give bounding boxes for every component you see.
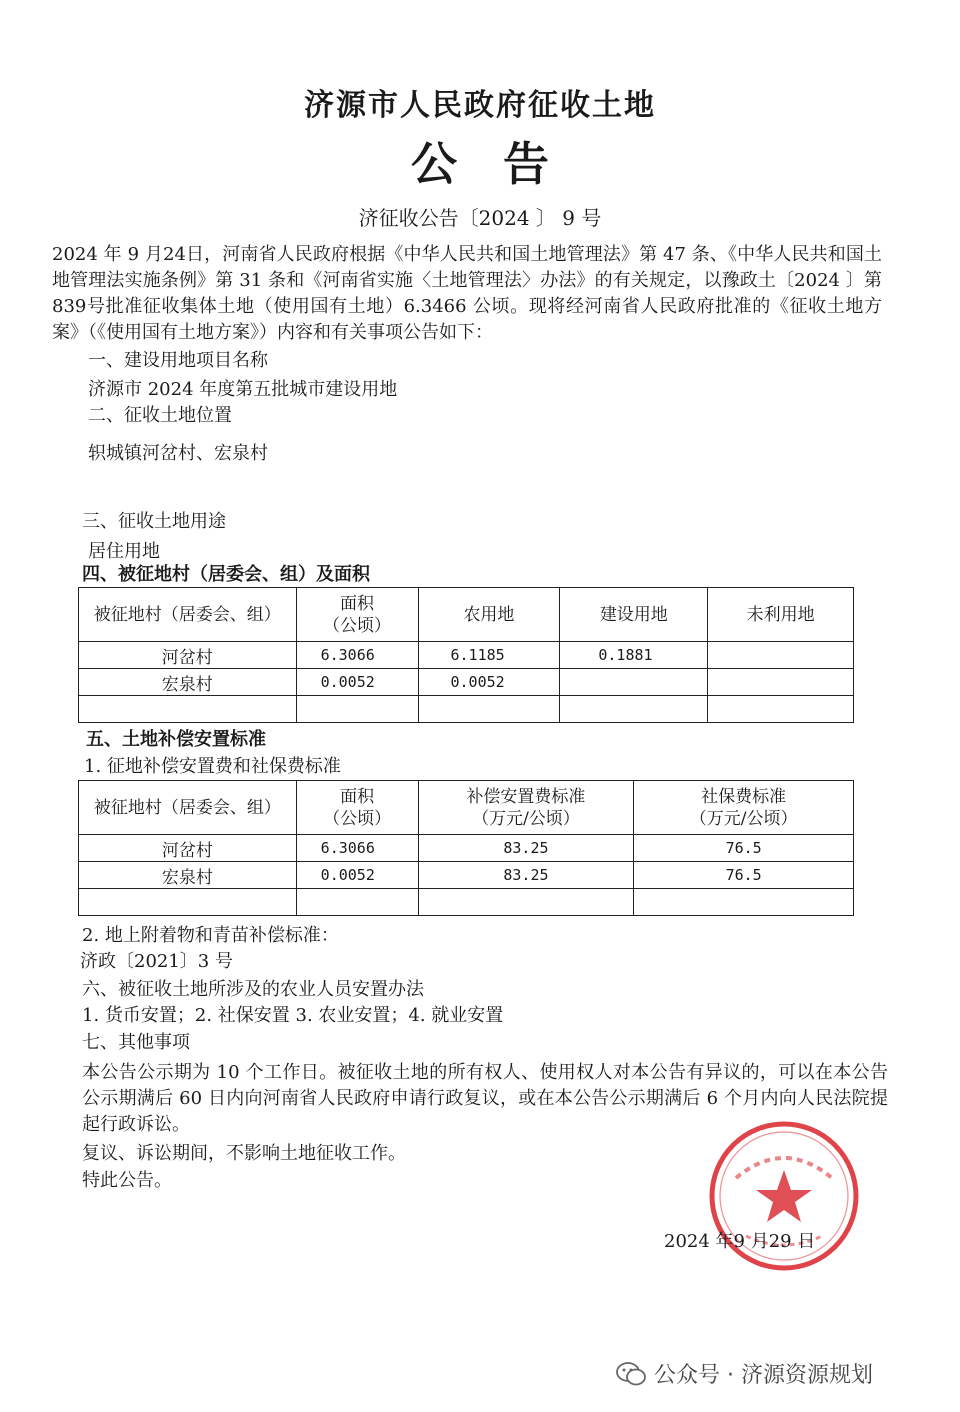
cell-area: 0.0052 [296,862,418,889]
wechat-icon [616,1361,646,1387]
cell-compensation: 83.25 [418,862,634,889]
header-compensation [418,781,634,835]
cell-construction [560,669,708,696]
cell-agricultural: 0.0052 [418,669,560,696]
header-compensation-label: 补偿安置费标准 [466,786,586,807]
table-row [79,669,854,696]
section-6-heading: 六、被征收土地所涉及的农业人员安置办法 [82,979,424,1000]
header-compensation-unit: （万元/公顷） [472,808,580,829]
cell-village: 宏泉村 [79,669,297,696]
compensation-table [78,780,854,916]
section-3-body: 居住用地 [88,541,160,562]
cell-empty [560,696,708,723]
cell-empty [79,889,297,916]
cell-empty [296,889,418,916]
cell-empty [296,696,418,723]
section-7-heading: 七、其他事项 [82,1032,190,1053]
section-2-heading: 二、征收土地位置 [88,405,232,426]
table-row [79,696,854,723]
section-7-line2: 复议、诉讼期间，不影响土地征收工作。 [82,1143,406,1164]
header-area [296,588,418,642]
document-number: 济征收公告〔2024 〕 9 号 [358,206,602,230]
section-1-body: 济源市 2024 年度第五批城市建设用地 [88,379,398,400]
header-area-label: 面积 [340,593,375,614]
section-7-line3: 特此公告。 [82,1170,172,1191]
cell-area: 6.3066 [296,642,418,669]
table-row [79,889,854,916]
land-area-table [78,587,854,723]
cell-empty [708,696,854,723]
header-unused: 未利用地 [708,588,854,642]
header-construction: 建设用地 [560,588,708,642]
header-social-security-unit: （万元/公顷） [689,808,798,829]
section-5-sub2: 2. 地上附着物和青苗补偿标准： [82,925,339,946]
cell-area: 6.3066 [296,835,418,862]
section-4-heading: 四、被征地村（居委会、组）及面积 [82,564,370,585]
section-1-heading: 一、建设用地项目名称 [88,350,268,371]
table-row [79,835,854,862]
section-6-body: 1. 货币安置；2. 社保安置 3. 农业安置；4. 就业安置 [82,1005,504,1026]
section-5-heading: 五、土地补偿安置标准 [86,729,266,750]
signature-date: 2024 年9 月29 日 [664,1231,816,1252]
cell-compensation: 83.25 [418,835,634,862]
cell-unused [708,642,854,669]
cell-social-security: 76.5 [634,835,854,862]
header-agricultural: 农用地 [418,588,560,642]
header-area-label: 面积 [340,786,375,807]
table-row [79,862,854,889]
header-area-unit: （公顷） [323,808,392,829]
header-area [296,781,418,835]
cell-empty [418,889,634,916]
cell-village: 宏泉村 [79,862,297,889]
cell-area: 0.0052 [296,669,418,696]
cell-empty [418,696,560,723]
watermark-text: 公众号 · 济源资源规划 [654,1363,873,1388]
header-area-unit: （公顷） [323,615,392,636]
header-village: 被征地村（居委会、组） [79,588,297,642]
section-5-sub1: 1. 征地补偿安置费和社保费标准 [84,756,341,777]
cell-construction: 0.1881 [560,642,708,669]
intro-paragraph: 2024 年 9 月24日，河南省人民政府根据《中华人民共和国土地管理法》第 47 条、《中华人民共和国土地管理法实施条例》第 31 条和《河南省实施〈土地管理法〉办法》的有关规定，以豫政土〔2024 〕第839号批准征收集体土地（使用国有土地）6.3466 公顷。现将经河南省人民政府批准的《征收土地方案》（《使用国有土地方案》）内容和有关事项公告如下： [52,244,882,343]
cell-empty [634,889,854,916]
table-header-row [79,588,854,642]
cell-empty [79,696,297,723]
cell-village: 河岔村 [79,835,297,862]
header-village: 被征地村（居委会、组） [79,781,297,835]
watermark [616,1358,873,1389]
document-title-announcement: 公告 [411,137,595,191]
section-7-paragraph: 本公告公示期为 10 个工作日。被征收土地的所有权人、使用权人对本公告有异议的，可以在本公告公示期满后 60 日内向河南省人民政府申请行政复议，或在本公告公示期满后 6 个月内向人民法院提起行政诉讼。 [82,1062,888,1135]
section-3-heading: 三、征收土地用途 [82,511,226,532]
section-5-sub2-body: 济政〔2021〕3 号 [80,951,233,972]
cell-unused [708,669,854,696]
header-social-security-label: 社保费标准 [701,786,787,807]
table-row [79,642,854,669]
cell-agricultural: 6.1185 [418,642,560,669]
cell-village: 河岔村 [79,642,297,669]
document-title: 济源市人民政府征收土地 [304,88,656,123]
section-2-body: 轵城镇河岔村、宏泉村 [88,443,268,464]
cell-social-security: 76.5 [634,862,854,889]
table-header-row [79,781,854,835]
header-social-security [634,781,854,835]
